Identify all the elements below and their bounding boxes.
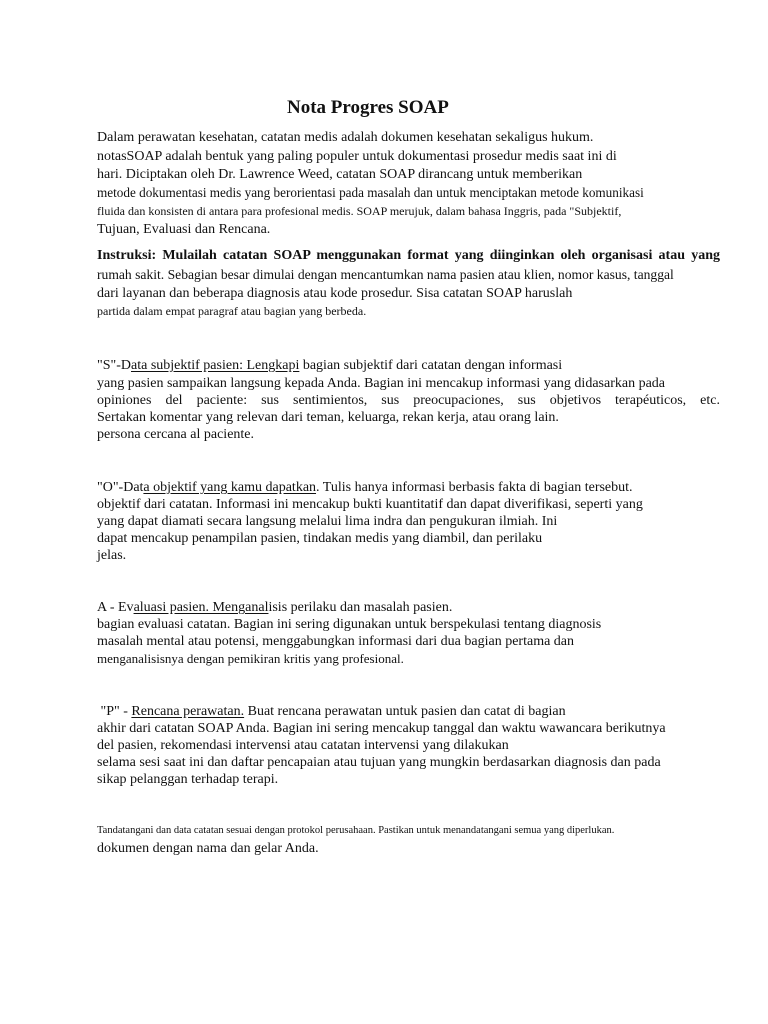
section-s-heading-line — [97, 357, 562, 374]
intro-line: Dalam perawatan kesehatan, catatan medis adalah dokumen kesehatan sekaligus hukum. — [97, 130, 594, 145]
section-s-line: opiniones del paciente: sus sentimientos, sus preocupaciones, sus objetivos terapéuticos, etc. — [97, 393, 720, 408]
section-p-prefix: "P" - — [97, 704, 132, 719]
section-a-rest: isis perilaku dan masalah pasien. — [268, 600, 453, 615]
section-s-line: persona cercana al paciente. — [97, 427, 255, 442]
section-a-line: bagian evaluasi catatan. Bagian ini sering digunakan untuk berspekulasi tentang diagnosis — [97, 617, 602, 632]
section-a-line: masalah mental atau potensi, menggabungkan informasi dari dua bagian pertama dan — [97, 634, 575, 649]
section-o-heading-line — [97, 479, 633, 496]
section-o-prefix: "O"-Dat — [97, 480, 144, 495]
instructions-line: rumah sakit. Sebagian besar dimulai dengan mencantumkan nama pasien atau klien, nomor kasus, tanggal — [97, 267, 674, 282]
closing-line: Tandatangani dan data catatan sesuai dengan protokol perusahaan. Pastikan untuk menandatangani semua yang diperlukan. — [97, 825, 615, 836]
section-s-prefix: "S"-D — [97, 358, 131, 373]
section-p-line: del pasien, rekomendasi intervensi atau catatan intervensi yang dilakukan — [97, 738, 509, 753]
instructions-line: partida dalam empat paragraf atau bagian yang berbeda. — [97, 304, 367, 318]
section-a-heading: aluasi pasien. Menganal — [133, 600, 269, 615]
section-a-prefix: A - Ev — [97, 600, 134, 615]
intro-line: hari. Diciptakan oleh Dr. Lawrence Weed, catatan SOAP dirancang untuk memberikan — [97, 167, 583, 182]
intro-line: Tujuan, Evaluasi dan Rencana. — [97, 222, 271, 237]
section-s-line: Sertakan komentar yang relevan dari teman, keluarga, rekan kerja, atau orang lain. — [97, 410, 559, 425]
section-p-line: sikap pelanggan terhadap terapi. — [97, 772, 279, 787]
section-o-rest: . Tulis hanya informasi berbasis fakta di bagian tersebut. — [316, 480, 633, 495]
section-o-line: dapat mencakup penampilan pasien, tindakan medis yang diambil, dan perilaku — [97, 531, 543, 546]
section-o-line: yang dapat diamati secara langsung melalui lima indra dan pengukuran ilmiah. Ini — [97, 514, 558, 529]
instructions-lead: Instruksi: Mulailah catatan SOAP menggunakan format yang diinginkan oleh organisasi atau yang — [97, 248, 720, 263]
section-o-heading: a objektif yang kamu dapatkan — [143, 480, 317, 495]
page-title: Nota Progres SOAP — [287, 97, 449, 118]
section-p-rest: Buat rencana perawatan untuk pasien dan catat di bagian — [244, 704, 566, 719]
section-a-heading-line — [97, 599, 452, 616]
intro-line: fluida dan konsisten di antara para profesional medis. SOAP merujuk, dalam bahasa Inggris, pada "Subjektif, — [97, 204, 622, 218]
closing-line: dokumen dengan nama dan gelar Anda. — [97, 841, 319, 856]
section-p-heading-line — [97, 703, 566, 720]
section-s-heading: ata subjektif pasien: Lengkapi — [131, 358, 300, 373]
intro-line: metode dokumentasi medis yang berorientasi pada masalah dan untuk menciptakan metode komunikasi — [97, 185, 644, 200]
section-o-line: objektif dari catatan. Informasi ini mencakup bukti kuantitatif dan dapat diverifikasi, seperti yang — [97, 497, 643, 512]
section-p-heading: Rencana perawatan. — [131, 704, 245, 719]
instructions-line: dari layanan dan beberapa diagnosis atau kode prosedur. Sisa catatan SOAP haruslah — [97, 286, 573, 301]
section-o-line: jelas. — [97, 548, 127, 563]
section-p-line: akhir dari catatan SOAP Anda. Bagian ini sering mencakup tanggal dan waktu wawancara berikutnya — [97, 721, 666, 736]
section-p-line: selama sesi saat ini dan daftar pencapaian atau tujuan yang mungkin berdasarkan diagnosis dan pada — [97, 755, 661, 770]
intro-line: notasSOAP adalah bentuk yang paling populer untuk dokumentasi prosedur medis saat ini di — [97, 149, 617, 164]
section-s-line: yang pasien sampaikan langsung kepada Anda. Bagian ini mencakup informasi yang didasarkan pada — [97, 376, 665, 391]
section-a-line: menganalisisnya dengan pemikiran kritis yang profesional. — [97, 651, 404, 666]
section-s-rest: bagian subjektif dari catatan dengan informasi — [299, 358, 563, 373]
